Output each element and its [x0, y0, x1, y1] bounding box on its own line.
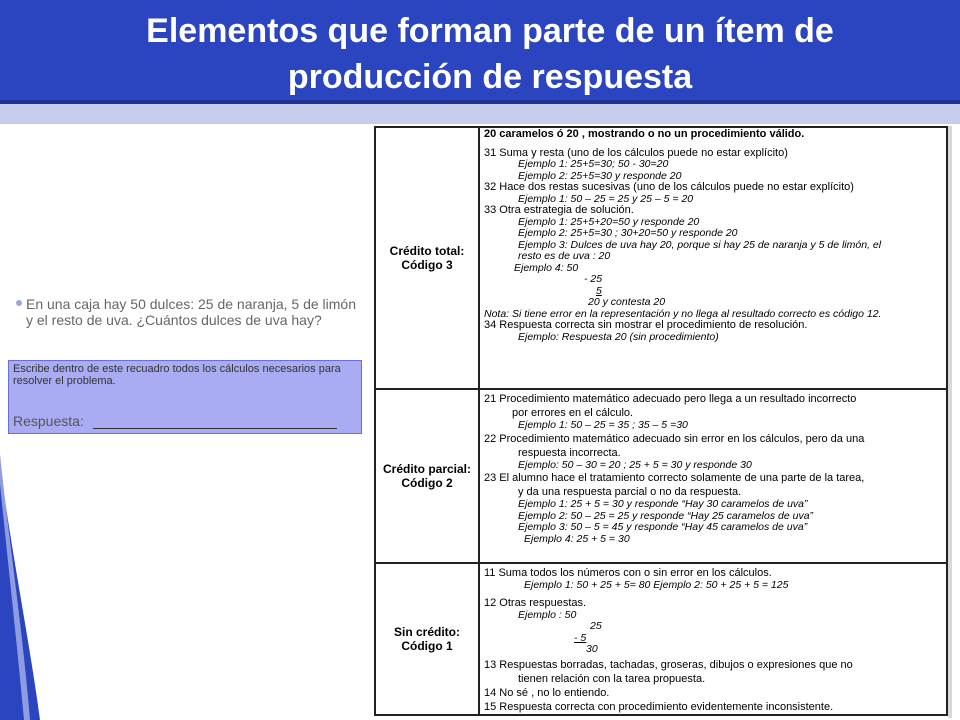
row-line: resto es de uva : 20 [518, 250, 611, 262]
row-line: Ejemplo 1: 25 + 5 = 30 y responde “Hay 30 caramelos de uva” [518, 498, 808, 510]
row-label: Crédito total: Código 3 [376, 128, 480, 388]
header-strip [0, 104, 960, 124]
table-shadow [948, 126, 952, 718]
row-line: Ejemplo 2: 25+5=30 y responde 20 [518, 169, 682, 182]
row-line: Nota: Si tiene error en la representación y no llega al resultado correcto es código 12. [484, 307, 882, 320]
row-line: respuesta incorrecta. [518, 446, 621, 459]
row-content [484, 129, 944, 343]
slide-title: Elementos que forman parte de un ítem de producción de respuesta [146, 12, 834, 96]
question-text: En una caja hay 50 dulces: 25 de naranja, 5 de limón y el resto de uva. ¿Cuántos dulces de uva hay? [26, 296, 357, 328]
answer-box[interactable] [8, 360, 362, 434]
row-line: 14 No sé , no lo entiendo. [484, 686, 610, 699]
row-line: 22 Procedimiento matemático adecuado sin error en los cálculos, pero da una [484, 432, 865, 445]
row-line: Ejemplo 2: 50 – 25 = 25 y responde “Hay 25 caramelos de uva” [518, 509, 814, 522]
row-line: Ejemplo: Respuesta 20 (sin procedimiento) [518, 330, 719, 343]
row-content [484, 566, 944, 714]
row-line: Ejemplo 2: 25+5=30 ; 30+20=50 y responde 20 [518, 227, 738, 239]
row-line: Ejemplo 3: 50 – 5 = 45 y responde “Hay 45 caramelos de uva” [518, 521, 808, 533]
row-line: 33 Otra estrategia de solución. [484, 204, 634, 216]
row-line: por errores en el cálculo. [512, 407, 634, 419]
row-line: 21 Procedimiento matemático adecuado pero llega a un resultado incorrecto [484, 393, 857, 405]
row-content [484, 392, 944, 545]
table-row [376, 390, 946, 564]
row-line: 12 Otras respuestas. [484, 596, 587, 609]
row-line: Ejemplo 1: 25+5=30; 50 - 30=20 [518, 158, 669, 170]
bullet-icon [16, 300, 22, 306]
row-line: 15 Respuesta correcta con procedimiento evidentemente inconsistente. [484, 700, 834, 713]
row-line: 20 y contesta 20 [588, 296, 666, 308]
row-line: Ejemplo: 50 – 30 = 20 ; 25 + 5 = 30 y responde 30 [518, 458, 752, 471]
scoring-table [374, 126, 948, 716]
row-line: 30 [586, 643, 598, 655]
table-row [376, 564, 946, 714]
row-line: 5 [596, 284, 602, 297]
row-line: - 5 [574, 631, 587, 644]
row-line: Ejemplo 3: Dulces de uva hay 20, porque si hay 25 de naranja y 5 de limón, el [518, 238, 882, 251]
row-line: Ejemplo 1: 50 – 25 = 25 y 25 – 5 = 20 [518, 192, 694, 205]
table-row [376, 128, 946, 390]
row-line: 32 Hace dos restas sucesivas (uno de los cálculos puede no estar explícito) [484, 181, 854, 193]
row-line: tienen relación con la tarea propuesta. [518, 672, 706, 685]
row-line: Ejemplo 1: 50 – 25 = 35 ; 35 – 5 =30 [518, 419, 688, 431]
row-line: Ejemplo 4: 50 [514, 261, 579, 274]
question-block [10, 296, 370, 328]
answer-label: Respuesta: [13, 413, 84, 429]
row-line: 23 El alumno hace el tratamiento correcto solamente de una parte de la tarea, [484, 472, 865, 484]
row-line: 34 Respuesta correcta sin mostrar el procedimiento de resolución. [484, 319, 808, 331]
title-bar [0, 0, 960, 104]
row-line: 13 Respuestas borradas, tachadas, groseras, dibujos o expresiones que no [484, 658, 853, 671]
row-line: y da una respuesta parcial o no da respuesta. [518, 486, 742, 498]
answer-line [93, 428, 337, 429]
row-label: Sin crédito: Código 1 [376, 564, 480, 714]
row-line: 20 caramelos ó 20 , mostrando o no un procedimiento válido. [484, 128, 805, 140]
row-line: Ejemplo 4: 25 + 5 = 30 [524, 532, 630, 545]
answer-box-instruction: Escribe dentro de este recuadro todos los cálculos necesarios para resolver el problema. [13, 363, 341, 387]
row-line: Ejemplo 1: 25+5+20=50 y responde 20 [518, 215, 700, 228]
row-line: - 25 [584, 273, 603, 285]
row-line: Ejemplo 1: 50 + 25 + 5= 80 Ejemplo 2: 50 + 25 + 5 = 125 [524, 579, 789, 591]
row-line: 25 [590, 620, 602, 632]
row-line: 11 Suma todos los números con o sin error en los cálculos. [484, 567, 772, 579]
row-label: Crédito parcial: Código 2 [376, 390, 480, 562]
row-line: Ejemplo : 50 [518, 608, 577, 621]
row-line: 31 Suma y resta (uno de los cálculos puede no estar explícito) [484, 146, 788, 159]
